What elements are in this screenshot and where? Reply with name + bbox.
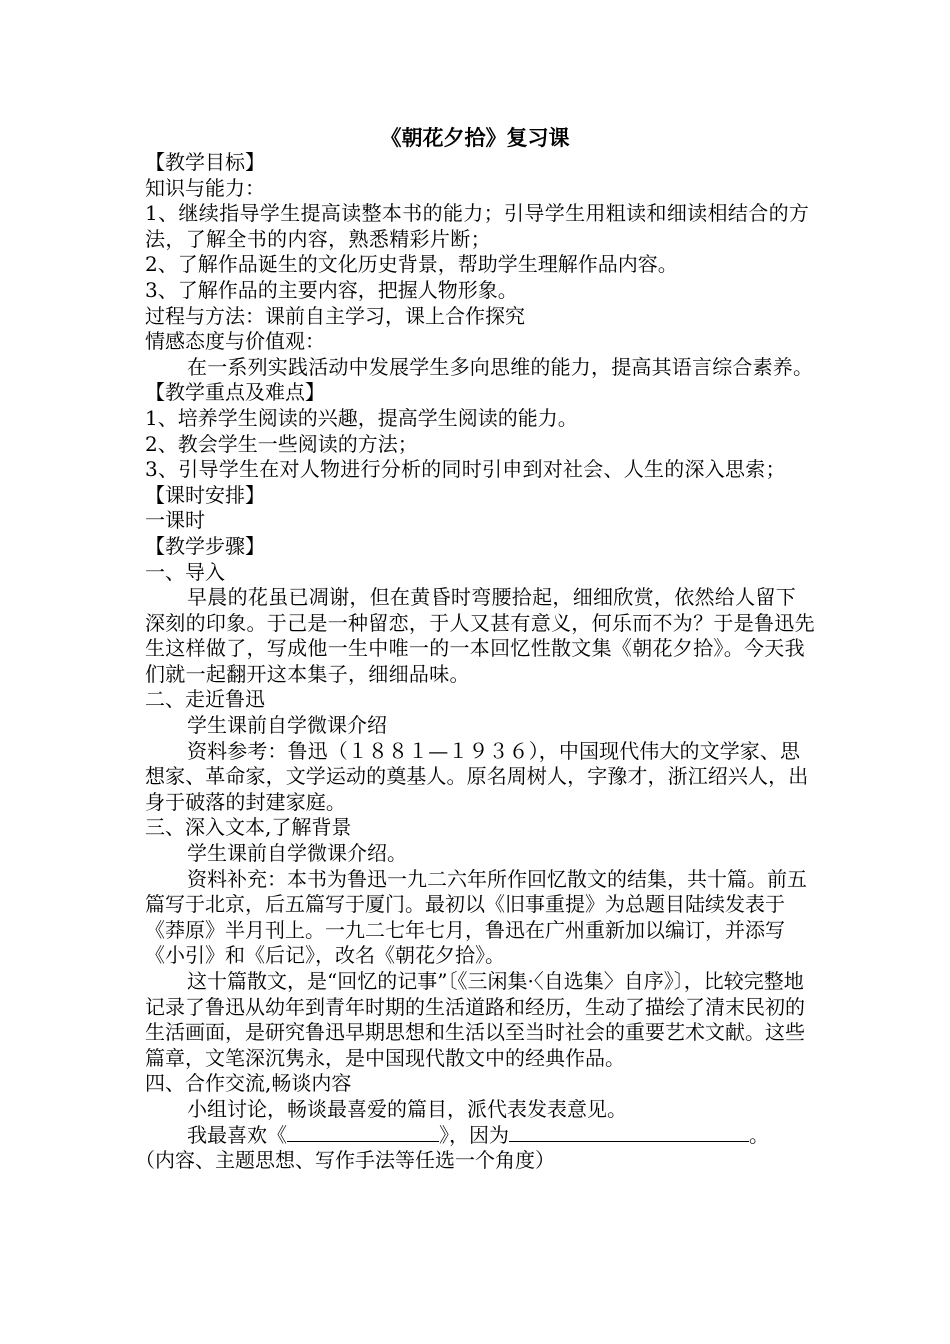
emotion-paragraph: 在一系列实践活动中发展学生多向思维的能力，提高其语言综合素养。: [187, 354, 814, 379]
key-item-1: 1、培养学生阅读的兴趣，提高学生阅读的能力。: [145, 405, 578, 430]
key-item-3: 3、引导学生在对人物进行分析的同时引申到对社会、人生的深入思索；: [145, 457, 786, 482]
section-heading-goals: 【教学目标】: [145, 150, 265, 174]
subheading-emotion: 情感态度与价值观：: [145, 329, 325, 354]
step-2-paragraph: 资料参考：鲁迅（１８８１—１９３６），中国现代伟大的文学家、思想家、革命家，文学运动的奠基人。原名周树人，字豫才，浙江绍兴人，出身于破落的封建家庭。: [145, 738, 809, 814]
page-title: 《朝花夕拾》复习课: [380, 126, 570, 150]
step-3-paragraph-1: 资料补充：本书为鲁迅一九二六年所作回忆散文的结集，共十篇。前五篇写于北京，后五篇写于厦门。最初以《旧事重提》为总题目陆续发表于《莽原》半月刊上。一九二七年七月，鲁迅在广州重新加以编订，并添写《小引》和《后记》，改名《朝花夕拾》。: [145, 866, 807, 968]
step-3-heading: 三、深入文本,了解背景: [145, 815, 352, 840]
subheading-ability: 知识与能力：: [145, 175, 265, 200]
step-3-paragraph-2: 这十篇散文，是“回忆的记事”〔《三闲集·〈自选集〉自序》〕，比较完整地记录了鲁迅从幼年到青年时期的生活道路和经历，生动了描绘了清末民初的生活画面，是研究鲁迅早期思想和生活以至当时社会的重要艺术文献。这些篇章，文笔深沉隽永，是中国现代散文中的经典作品。: [145, 969, 805, 1070]
step-4-intro: 小组讨论，畅谈最喜爱的篇目，派代表发表意见。: [187, 1096, 627, 1121]
process-method: 过程与方法：课前自主学习，课上合作探究: [145, 303, 525, 328]
section-heading-steps: 【教学步骤】: [145, 533, 265, 558]
schedule-text: 一课时: [145, 508, 205, 533]
fill-middle: 》，因为: [439, 1122, 509, 1147]
fill-in-line: [145, 1123, 815, 1149]
goal-item-3: 3、了解作品的主要内容，把握人物形象。: [145, 277, 518, 302]
favorite-title-blank[interactable]: [287, 1123, 439, 1142]
document-body: [135, 150, 815, 1174]
goal-item-1: 1、继续指导学生提高读整本书的能力；引导学生用粗读和细读相结合的方法，了解全书的内容，熟悉精彩片断；: [145, 201, 810, 251]
reason-blank[interactable]: [509, 1123, 749, 1142]
section-heading-schedule: 【课时安排】: [145, 482, 265, 507]
fill-prefix: 我最喜欢《: [187, 1122, 287, 1147]
step-2-heading: 二、走近鲁迅: [145, 687, 265, 712]
angle-note: （内容、主题思想、写作手法等任选一个角度）: [135, 1148, 555, 1173]
key-item-2: 2、教会学生一些阅读的方法；: [145, 431, 418, 456]
step-3-intro: 学生课前自学微课介绍。: [187, 841, 407, 866]
step-1-paragraph: 早晨的花虽已凋谢，但在黄昏时弯腰拾起，细细欣赏，依然给人留下深刻的印象。于己是一种留恋，于人又甚有意义，何乐而不为？于是鲁迅先生这样做了，写成他一生中唯一的一本回忆性散文集《朝花夕拾》。今天我们就一起翻开这本集子，细细品味。: [145, 585, 815, 686]
section-heading-key-points: 【教学重点及难点】: [145, 380, 325, 405]
step-1-heading: 一、导入: [145, 559, 225, 584]
goal-item-2: 2、了解作品诞生的文化历史背景，帮助学生理解作品内容。: [145, 252, 678, 277]
step-4-heading: 四、合作交流,畅谈内容: [145, 1071, 352, 1096]
fill-end: 。: [749, 1122, 769, 1147]
step-2-intro: 学生课前自学微课介绍: [187, 713, 387, 738]
